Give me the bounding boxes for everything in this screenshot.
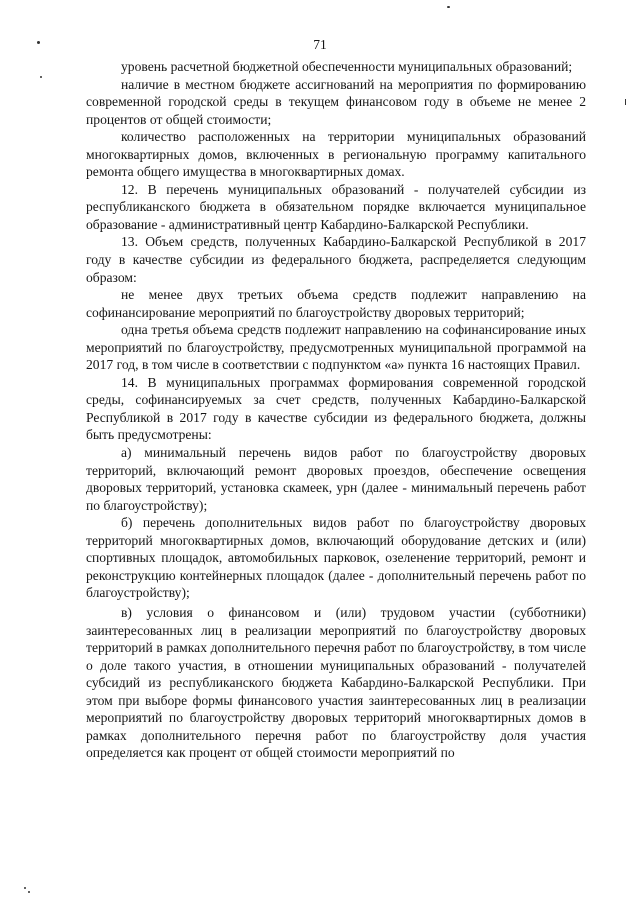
scan-speck	[24, 887, 26, 889]
paragraph-subitem-b: б) перечень дополнительных видов работ по благоустройству дворовых территорий многоквартирных домов, включающий оборудование детских и (или) спортивных площадок, автомобильных парковок, озеленение территорий, ремонт и реконструкцию контейнерных площадок (далее - дополнительный перечень работ по благоустройству);	[86, 515, 586, 601]
paragraph-item-14: 14. В муниципальных программах формирования современной городской среды, софинансируемых за счет средств, полученных Кабардино-Балкарской Республикой в 2017 году в качестве субсидии из федерального бюджета, должны быть предусмотрены:	[86, 374, 586, 443]
paragraph-apartment-building-count: количество расположенных на территории муниципальных образований многоквартирных домов, включенных в региональную программу капитального ремонта общего имущества в многоквартирных домах.	[86, 129, 586, 180]
paragraph-local-budget-allocations: наличие в местном бюджете ассигнований на мероприятия по формированию современной городской среды в текущем финансовом году в объеме не менее 2 процентов от общей стоимости;	[86, 76, 586, 127]
document-body	[86, 58, 586, 762]
paragraph-subitem-a: а) минимальный перечень видов работ по благоустройству дворовых территорий, включающий ремонт дворовых проездов, обеспечение освещения дворовых территорий, установка скамеек, урн (далее - минимальный перечень работ по благоустройству);	[86, 445, 586, 513]
paragraph-item-13: 13. Объем средств, полученных Кабардино-Балкарской Республикой в 2017 году в качестве субсидии из федерального бюджета, распределяется следующим образом:	[86, 234, 586, 285]
paragraph-one-third-allocation: одна третья объема средств подлежит направлению на софинансирование иных мероприятий по благоустройству, предусмотренных муниципальной программой на 2017 год, в том числе в соответствии с подпунктом «а» пункта 16 настоящих Правил.	[86, 322, 586, 373]
paragraph-level-of-budget-provision: уровень расчетной бюджетной обеспеченности муниципальных образований;	[121, 59, 573, 74]
scan-speck	[447, 6, 450, 8]
scan-speck	[28, 891, 30, 893]
scan-speck	[625, 99, 626, 105]
scan-speck	[40, 76, 42, 78]
paragraph-item-12: 12. В перечень муниципальных образований - получателей субсидии из республиканского бюджета в обязательном порядке включается муниципальное образование - административный центр Кабардино-Балкарской Республики.	[86, 181, 586, 232]
paragraph-two-thirds-allocation: не менее двух третьих объема средств подлежит направлению на софинансирование мероприятий по благоустройству дворовых территорий;	[86, 287, 586, 320]
paragraph-subitem-v: в) условия о финансовом и (или) трудовом участии (субботники) заинтересованных лиц в реализации мероприятий по благоустройству дворовых территорий в рамках дополнительного перечня работ по благоустройству, в том числе о доле такого участия, в отношении муниципальных образований - получателей субсидий из республиканского бюджета Кабардино-Балкарской Республики. При этом при выборе формы финансового участия заинтересованных лиц в реализации мероприятий по благоустройству дворовых территорий многоквартирных домов в рамках дополнительного перечня работ по благоустройству доля участия определяется как процент от общей стоимости мероприятий по	[86, 604, 586, 761]
page-number: 71	[313, 37, 327, 52]
